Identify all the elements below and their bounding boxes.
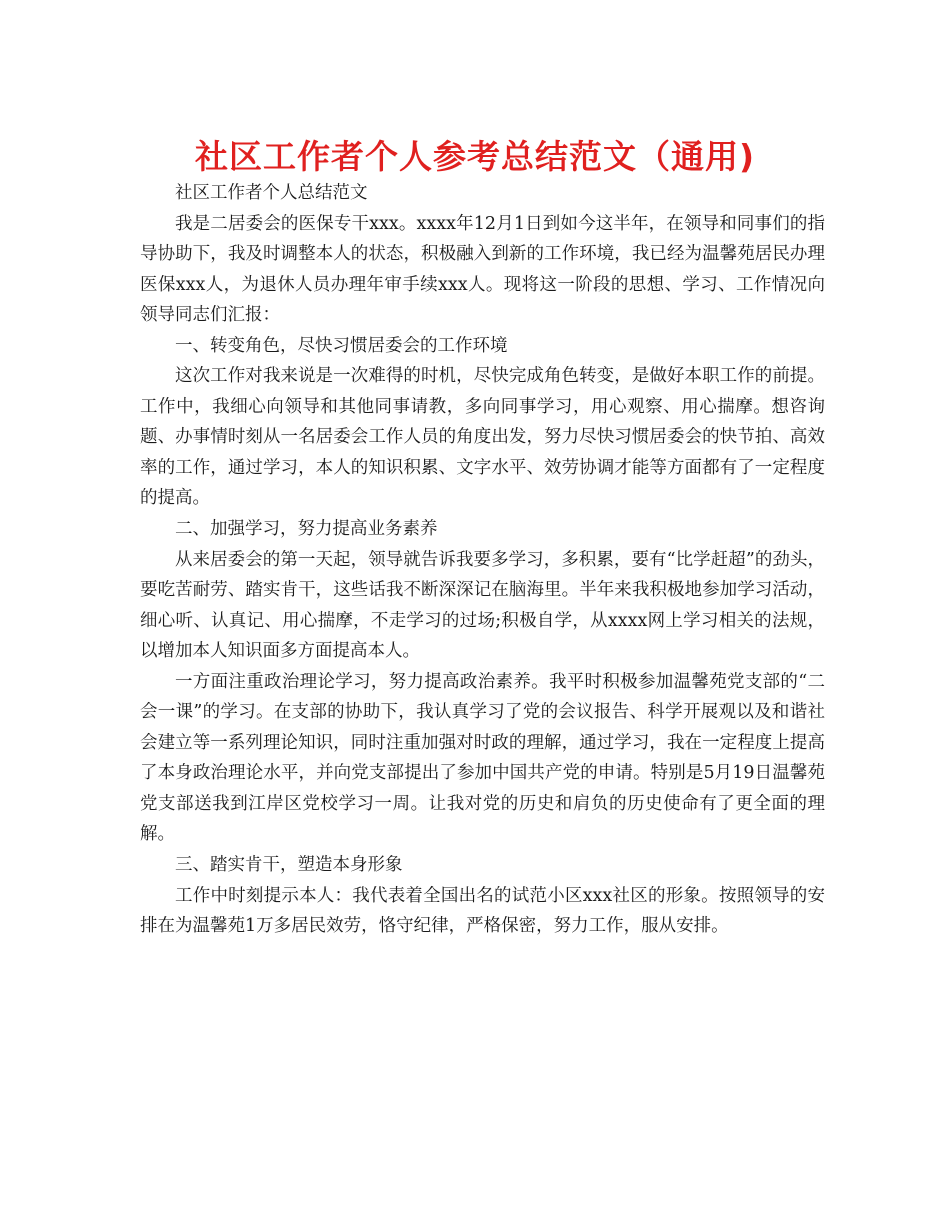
- subtitle-paragraph: 社区工作者个人总结范文: [175, 183, 368, 203]
- body-paragraph: 我是二居委会的医保专干xxx。xxxx年12月1日到如今这半年，在领导和同事们的指导协助下，我及时调整本人的状态，积极融入到新的工作环境，我已经为温馨苑居民办理医保xxx人，为退休人员办理年审手续xxx人。现将这一阶段的思想、学习、工作情况向领导同志们汇报：: [140, 213, 825, 326]
- body-paragraph: 从来居委会的第一天起，领导就告诉我要多学习，多积累，要有“比学赶超”的劲头，要吃苦耐劳、踏实肯干，这些话我不断深深记在脑海里。半年来我积极地参加学习活动，细心听、认真记、用心揣摩，不走学习的过场;积极自学，从xxxx网上学习相关的法规，以增加本人知识面多方面提高本人。: [140, 549, 825, 662]
- body-paragraph: 这次工作对我来说是一次难得的时机，尽快完成角色转变，是做好本职工作的前提。工作中，我细心向领导和其他同事请教，多向同事学习，用心观察、用心揣摩。想咨询题、办事情时刻从一名居委会工作人员的角度出发，努力尽快习惯居委会的快节拍、高效率的工作，通过学习，本人的知识积累、文字水平、效劳协调才能等方面都有了一定程度的提高。: [140, 366, 825, 509]
- document-body: [140, 178, 825, 942]
- body-paragraph: 一方面注重政治理论学习，努力提高政治素养。我平时积极参加温馨苑党支部的“二会一课”的学习。在支部的协助下，我认真学习了党的会议报告、科学开展观以及和谐社会建立等一系列理论知识，同时注重加强对时政的理解，通过学习，我在一定程度上提高了本身政治理论水平，并向党支部提出了参加中国共产党的申请。特别是5月19日温馨苑党支部送我到江岸区党校学习一周。让我对党的历史和肩负的历史使命有了更全面的理解。: [140, 671, 825, 845]
- section-heading-3: 三、踏实肯干，塑造本身形象: [175, 855, 403, 876]
- body-paragraph: 工作中时刻提示本人：我代表着全国出名的试范小区xxx社区的形象。按照领导的安排在为温馨苑1万多居民效劳，恪守纪律，严格保密，努力工作，服从安排。: [140, 885, 825, 937]
- section-heading-1: 一、转变角色，尽快习惯居委会的工作环境: [175, 335, 508, 356]
- document-title: 社区工作者个人参考总结范文（通用): [194, 137, 756, 176]
- section-heading-2: 二、加强学习，努力提高业务素养: [175, 519, 438, 540]
